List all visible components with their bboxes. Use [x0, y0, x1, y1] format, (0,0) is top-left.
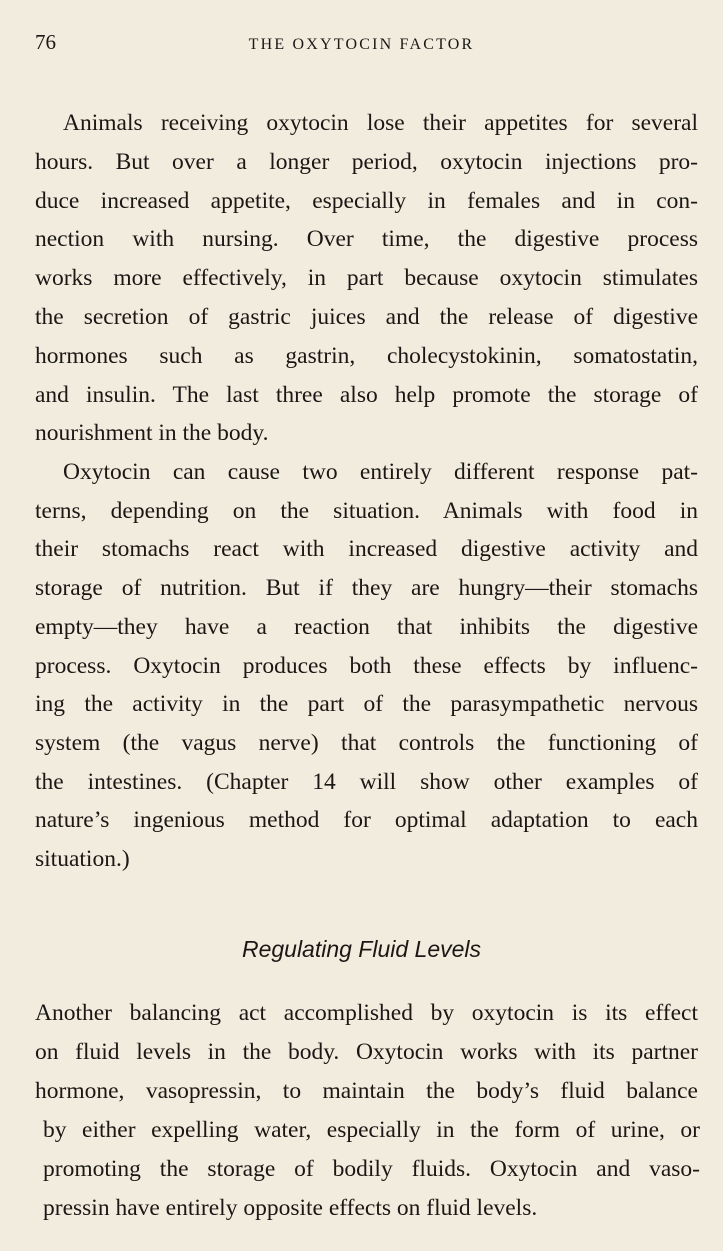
text-line: hormone, vasopressin, to maintain the body’s fluid balance — [35, 1078, 698, 1104]
text-line: duce increased appetite, especially in females and in con- — [35, 187, 698, 214]
text-line: their stomachs react with increased digestive activity and — [35, 536, 698, 563]
section-heading: Regulating Fluid Levels — [241, 936, 482, 962]
text-line: nature’s ingenious method for optimal adaptation to each — [35, 807, 698, 834]
text-line: and insulin. The last three also help promote the storage of — [35, 381, 698, 408]
text-line: system (the vagus nerve) that controls the functioning of — [35, 729, 698, 756]
running-head: THE OXYTOCIN FACTOR — [248, 36, 475, 53]
text-line: the intestines. (Chapter 14 will show other examples of — [35, 768, 698, 795]
text-line: the secretion of gastric juices and the release of digestive — [35, 304, 698, 330]
text-line: promoting the storage of bodily fluids. Oxytocin and vaso- — [43, 1156, 700, 1182]
text-line: storage of nutrition. But if they are hungry—their stomachs — [35, 575, 698, 602]
text-line: Oxytocin can cause two entirely different response pat- — [63, 459, 698, 485]
text-line: by either expelling water, especially in the form of urine, or — [43, 1117, 700, 1143]
text-line: pressin have entirely opposite effects on fluid levels. — [43, 1195, 538, 1221]
text-line: on fluid levels in the body. Oxytocin works with its partner — [35, 1039, 698, 1065]
text-line: empty—they have a reaction that inhibits the digestive — [35, 613, 698, 640]
page-number: 76 — [35, 30, 56, 54]
text-line: situation.) — [35, 846, 130, 872]
text-line: ing the activity in the part of the parasympathetic nervous — [35, 691, 698, 718]
text-line: hormones such as gastrin, cholecystokinin, somatostatin, — [35, 342, 698, 369]
text-line: hours. But over a longer period, oxytocin injections pro- — [35, 148, 698, 175]
text-line: nourishment in the body. — [35, 420, 269, 447]
text-line: process. Oxytocin produces both these effects by influenc- — [35, 652, 698, 679]
text-line: terns, depending on the situation. Animals with food in — [35, 497, 698, 524]
text-line: works more effectively, in part because oxytocin stimulates — [35, 265, 698, 292]
text-line: Animals receiving oxytocin lose their appetites for several — [63, 110, 698, 136]
text-line: nection with nursing. Over time, the digestive process — [35, 226, 698, 253]
text-line: Another balancing act accomplished by oxytocin is its effect — [35, 1000, 698, 1026]
